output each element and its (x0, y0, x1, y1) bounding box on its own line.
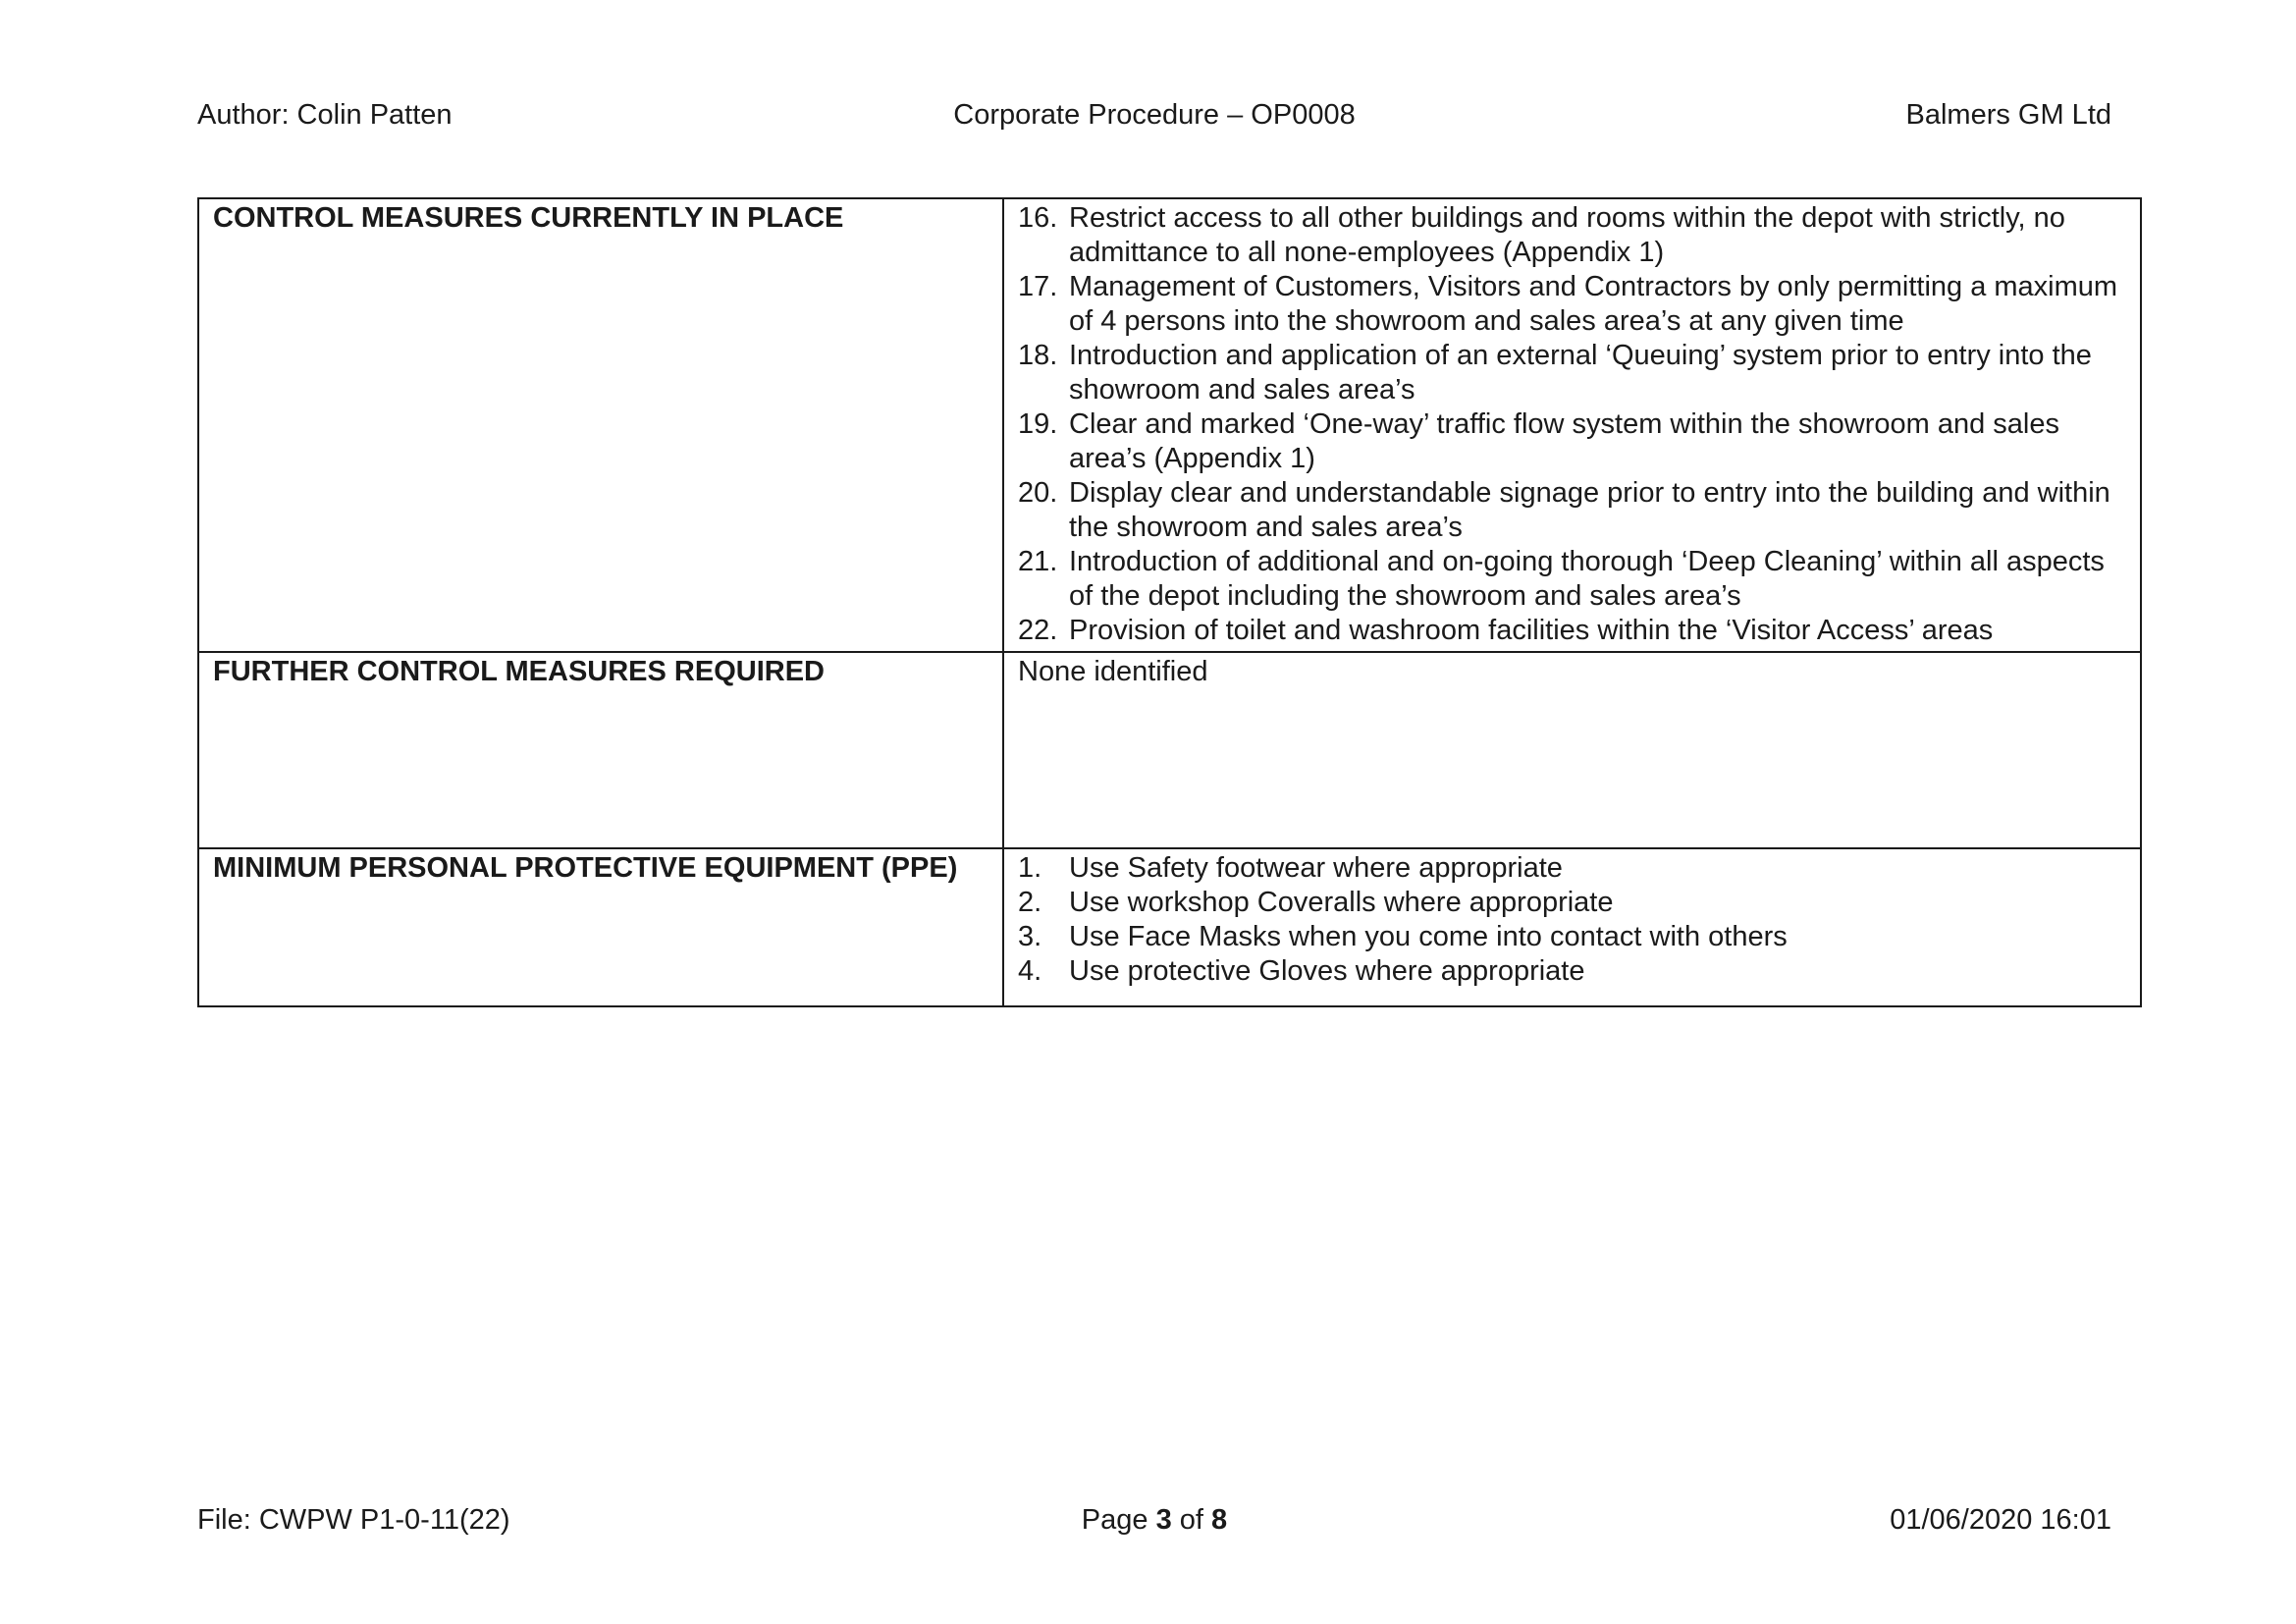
item-number: 4. (1018, 955, 1042, 987)
item-text: Introduction and application of an external ‘Queuing’ system prior to entry into the showroom and sales area’s (1069, 340, 2092, 406)
row-content-ppe (1003, 848, 2141, 1006)
page-of: of (1171, 1504, 1212, 1536)
control-measures-list (1018, 201, 2128, 648)
item-number: 17. (1018, 271, 1058, 302)
list-item (1018, 851, 2128, 886)
footer-datetime: 01/06/2020 16:01 (1890, 1504, 2111, 1536)
header-procedure: Corporate Procedure – OP0008 (953, 99, 1356, 131)
page-total: 8 (1211, 1504, 1228, 1536)
item-text: Restrict access to all other buildings and rooms within the depot with strictly, no admittance to all none-employees (Appendix 1) (1069, 202, 2065, 268)
header-company: Balmers GM Ltd (1905, 99, 2111, 131)
list-item (1018, 476, 2128, 545)
item-text: Introduction of additional and on-going thorough ‘Deep Cleaning’ within all aspects of the depot including the showroom and sales area’s (1069, 546, 2105, 612)
item-text: Use Face Masks when you come into contact with others (1069, 921, 1788, 952)
row-label-ppe: MINIMUM PERSONAL PROTECTIVE EQUIPMENT (PPE) (198, 848, 1003, 1006)
item-number: 3. (1018, 921, 1042, 952)
item-text: Use workshop Coveralls where appropriate (1069, 887, 1614, 918)
item-number: 16. (1018, 202, 1058, 234)
item-number: 21. (1018, 546, 1058, 577)
footer-page-number (197, 1500, 2111, 1540)
ppe-list (1018, 851, 2128, 989)
list-item (1018, 886, 2128, 920)
header-author: Author: Colin Patten (197, 99, 453, 131)
item-text: Management of Customers, Visitors and Contractors by only permitting a maximum of 4 persons into the showroom and sales area’s at any given time (1069, 271, 2118, 337)
page-header (197, 95, 2111, 135)
table-row (198, 652, 2141, 848)
item-number: 2. (1018, 887, 1042, 918)
item-number: 1. (1018, 852, 1042, 884)
page-footer (197, 1500, 2111, 1540)
row-content-control-measures (1003, 198, 2141, 652)
list-item (1018, 954, 2128, 989)
row-label-further-measures: FURTHER CONTROL MEASURES REQUIRED (198, 652, 1003, 848)
footer-file: File: CWPW P1-0-11(22) (197, 1504, 510, 1536)
row-label-control-measures: CONTROL MEASURES CURRENTLY IN PLACE (198, 198, 1003, 652)
list-item (1018, 545, 2128, 614)
item-text: Use protective Gloves where appropriate (1069, 955, 1585, 987)
page-current: 3 (1155, 1504, 1172, 1536)
list-item (1018, 614, 2128, 648)
item-text: Use Safety footwear where appropriate (1069, 852, 1563, 884)
list-item (1018, 920, 2128, 954)
list-item (1018, 201, 2128, 270)
item-text: Clear and marked ‘One-way’ traffic flow system within the showroom and sales area’s (Appendix 1) (1069, 408, 2059, 474)
item-number: 20. (1018, 477, 1058, 509)
item-number: 18. (1018, 340, 1058, 371)
row-content-further-measures: None identified (1003, 652, 2141, 848)
item-number: 22. (1018, 615, 1058, 646)
list-item (1018, 270, 2128, 339)
item-number: 19. (1018, 408, 1058, 440)
list-item (1018, 339, 2128, 407)
table-row (198, 848, 2141, 1006)
item-text: Provision of toilet and washroom facilities within the ‘Visitor Access’ areas (1069, 615, 1994, 646)
list-item (1018, 407, 2128, 476)
risk-assessment-table (197, 197, 2142, 1007)
page-prefix: Page (1081, 1504, 1156, 1536)
table-row (198, 198, 2141, 652)
item-text: Display clear and understandable signage prior to entry into the building and within the showroom and sales area’s (1069, 477, 2110, 543)
